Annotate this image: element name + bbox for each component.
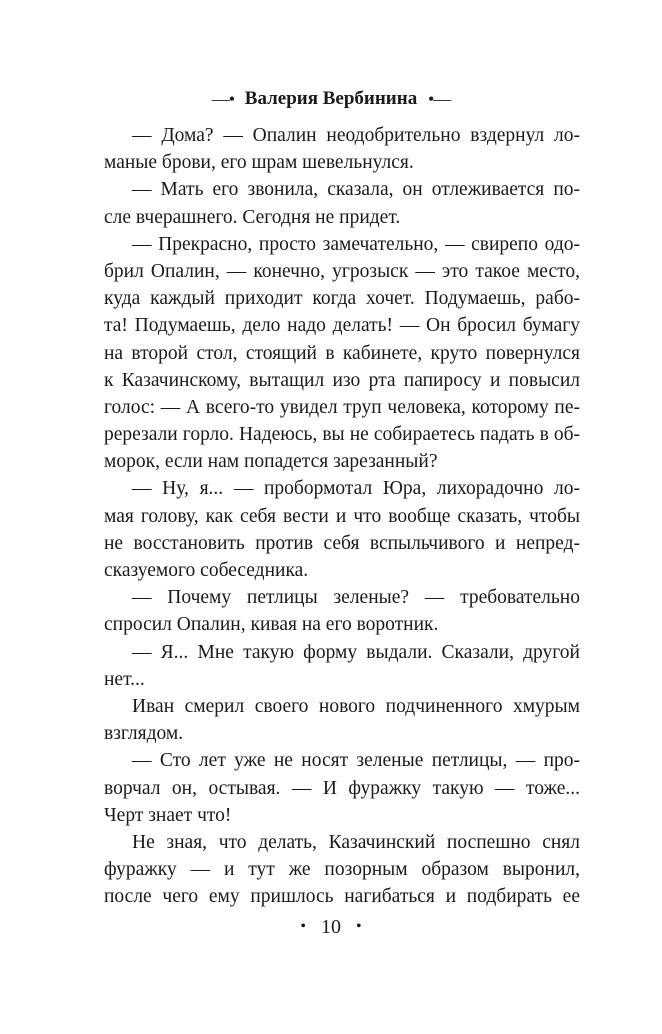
running-header	[0, 86, 662, 111]
page-number: 10	[321, 916, 341, 939]
text-line: — Дома? — Опалин неодобрительно вздернул ло-	[132, 125, 580, 146]
folio-bullet-left: •	[300, 918, 306, 936]
text-line: Не зная, что делать, Казачинский поспешно снял	[132, 831, 580, 853]
header-ornament-left: —•	[211, 88, 235, 109]
text-line: взглядом.	[104, 723, 184, 745]
text-line: на второй стол, стоящий в кабинете, круто повернулся	[104, 342, 580, 364]
text-line: сле вчерашнего. Сегодня не придет.	[104, 206, 401, 228]
author-name: Валерия Вербинина	[244, 87, 418, 109]
text-line: не восстановить против себя вспыльчивого и непред-	[104, 532, 580, 554]
text-line: голос: — А всего-то увидел труп человека, которому пе-	[104, 396, 580, 418]
text-line: ререзали горло. Надеюсь, вы не собираетесь падать в об-	[104, 424, 580, 446]
text-line: фуражку — и тут же позорным образом выронил,	[104, 859, 580, 881]
text-line: ворчал он, остывая. — И фуражку такую — тоже...	[104, 777, 580, 799]
text-line: — Мать его звонила, сказала, он отлеживается по-	[132, 179, 580, 201]
text-line: — Ну, я... — пробормотал Юра, лихорадочно ло-	[132, 478, 580, 500]
text-line: спросил Опалин, кивая на его воротник.	[104, 614, 439, 636]
text-line: куда каждый приходит когда хочет. Подумаешь, рабо-	[104, 288, 580, 310]
folio-bullet-right: •	[356, 918, 362, 936]
page-number-footer	[0, 913, 662, 940]
text-line: мая голову, как себя вести и что вообще сказать, чтобы	[104, 505, 580, 527]
text-line: морок, если нам попадется зарезанный?	[104, 451, 438, 473]
body-text	[104, 122, 580, 910]
text-line: — Почему петлицы зеленые? — требовательно	[132, 587, 580, 609]
text-line: после чего ему пришлось нагибаться и подбирать ее	[104, 886, 580, 908]
text-line: та! Подумаешь, дело надо делать! — Он бросил бумагу	[104, 315, 580, 337]
text-line: нет...	[104, 668, 145, 690]
text-line: маные брови, его шрам шевельнулся.	[104, 152, 414, 174]
text-line: — Я... Мне такую форму выдали. Сказали, другой	[132, 641, 580, 663]
text-line: Иван смерил своего нового подчиненного хмурым	[132, 695, 580, 717]
text-line: сказуемого собеседника.	[104, 560, 309, 581]
text-line: брил Опалин, — конечно, угрозыск — это такое место,	[104, 260, 580, 282]
text-line: к Казачинскому, вытащил изо рта папиросу и повысил	[104, 369, 580, 391]
header-ornament-right: •—	[427, 88, 451, 109]
text-line: — Сто лет уже не носят зеленые петлицы, — про-	[132, 750, 580, 772]
text-line: — Прекрасно, просто замечательно, — свирепо одо-	[132, 233, 580, 255]
text-line: Черт знает что!	[104, 804, 232, 826]
